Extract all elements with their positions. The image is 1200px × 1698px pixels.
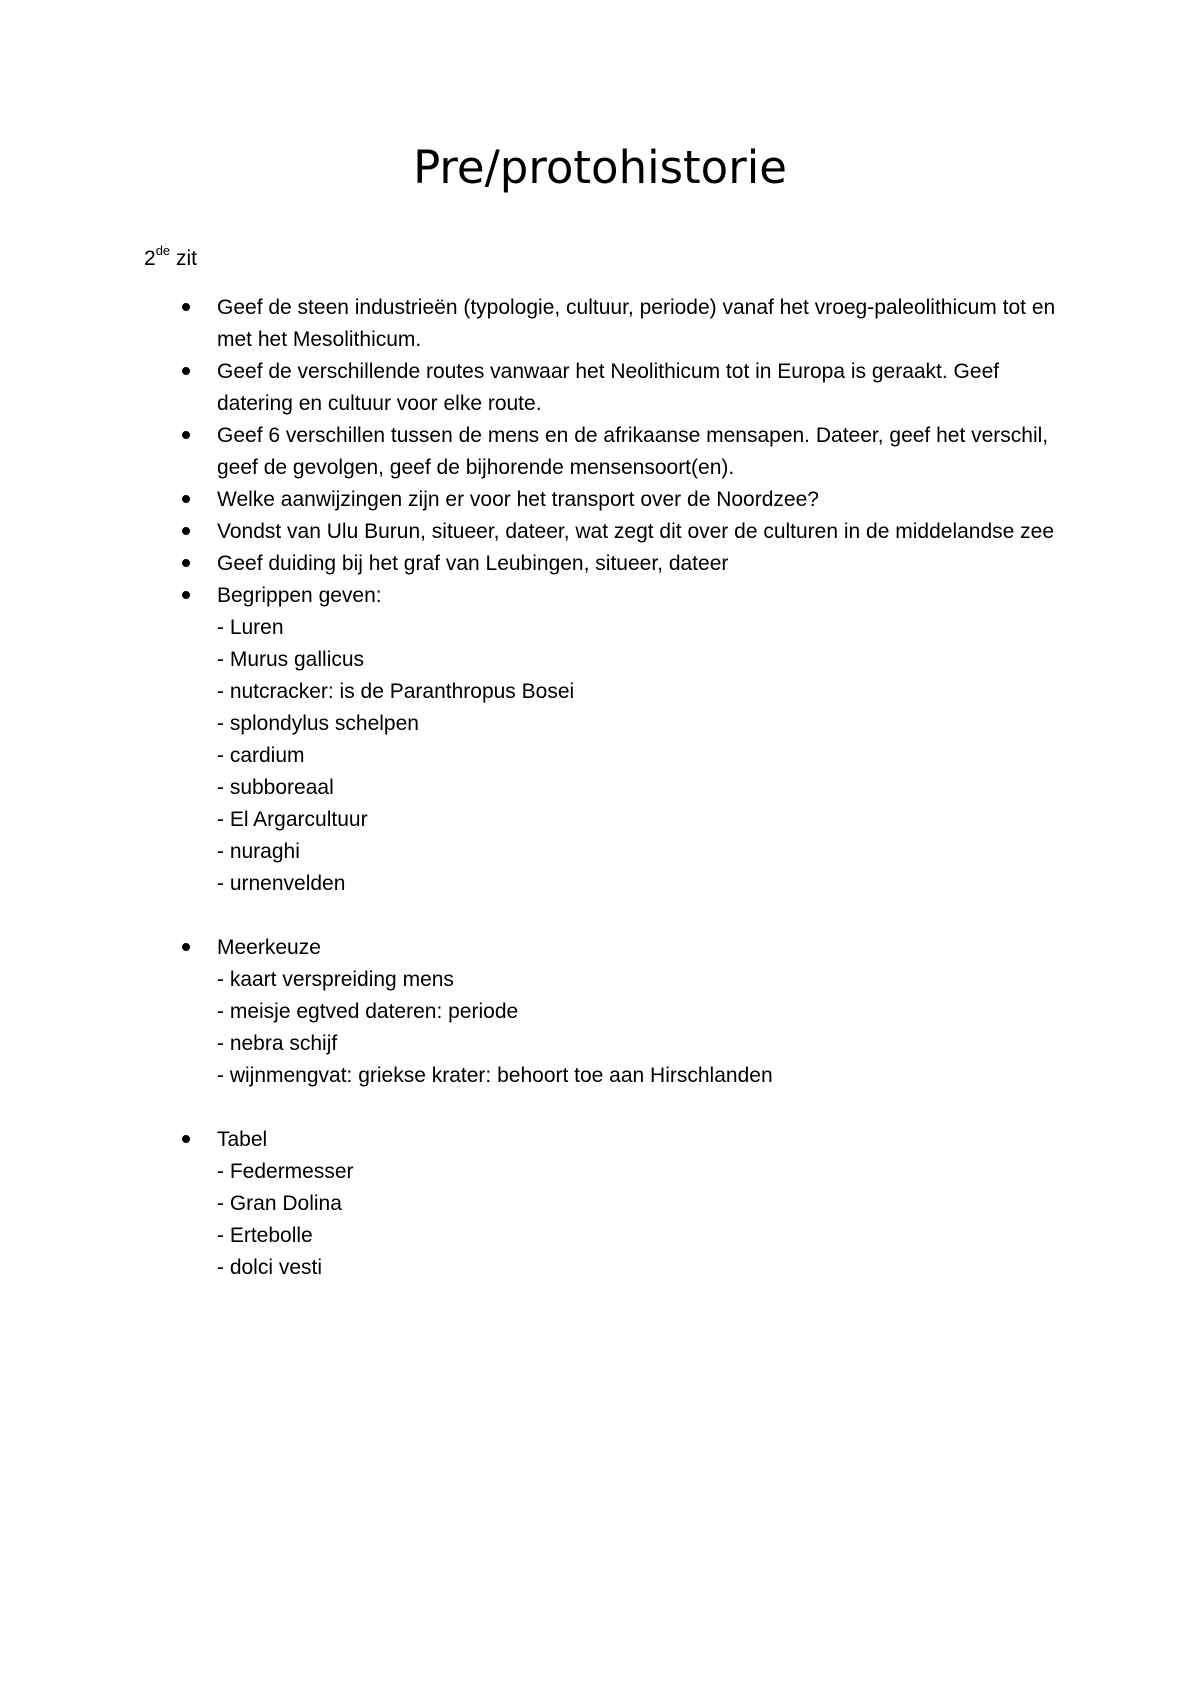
bullet-icon: [182, 303, 190, 311]
question-text: Tabel: [217, 1128, 268, 1151]
bullet-icon: [182, 591, 190, 599]
bullet-icon: [182, 367, 190, 375]
table-topic: - Gran Dolina: [217, 1192, 342, 1215]
session-superscript: de: [155, 243, 171, 258]
question-text: Begrippen geven:: [217, 584, 382, 607]
bullet-icon: [182, 495, 190, 503]
multiple-choice-topic: - kaart verspreiding mens: [217, 968, 454, 991]
question-list: [0, 292, 1200, 1284]
list-item: [0, 420, 1077, 484]
list-item: [0, 292, 1077, 356]
concept-term: - urnenvelden: [217, 872, 346, 895]
list-item-multiple-choice: [0, 932, 1077, 1092]
list-item-table: [0, 1124, 1077, 1284]
concept-term: - Murus gallicus: [217, 648, 365, 671]
concept-term: - nuraghi: [217, 840, 300, 863]
list-item-concepts: [0, 580, 1077, 900]
question-text: Geef duiding bij het graf van Leubingen, situeer, dateer: [217, 552, 729, 575]
question-text: Vondst van Ulu Burun, situeer, dateer, wat zegt dit over de culturen in de middelandse zee: [217, 520, 1055, 543]
exam-session-heading: [144, 245, 197, 273]
page-title: Pre/protohistorie: [413, 141, 787, 194]
question-text: Geef de steen industrieën (typologie, cultuur, periode) vanaf het vroeg-paleolithicum tot en met het Mesolithicum.: [217, 296, 1056, 351]
question-text: Geef 6 verschillen tussen de mens en de afrikaanse mensapen. Dateer, geef het verschil, geef de gevolgen, geef de bijhorende mensensoort(en).: [217, 424, 1049, 479]
concept-term: - subboreaal: [217, 776, 334, 799]
list-item: [0, 548, 1077, 580]
multiple-choice-topic: - meisje egtved dateren: periode: [217, 1000, 519, 1023]
blank-line: [0, 1092, 1200, 1124]
table-topic: - Federmesser: [217, 1160, 354, 1183]
concept-term: - splondylus schelpen: [217, 712, 419, 735]
session-number: 2: [144, 247, 156, 270]
question-text: Meerkeuze: [217, 936, 321, 959]
session-label: zit: [170, 247, 197, 270]
concept-term: - El Argarcultuur: [217, 808, 368, 831]
bullet-icon: [182, 431, 190, 439]
question-text: Welke aanwijzingen zijn er voor het transport over de Noordzee?: [217, 488, 819, 511]
multiple-choice-topic: - wijnmengvat: griekse krater: behoort toe aan Hirschlanden: [217, 1064, 773, 1087]
table-topic: - dolci vesti: [217, 1256, 323, 1279]
list-item: [0, 484, 1077, 516]
bullet-icon: [182, 943, 190, 951]
bullet-icon: [182, 1135, 190, 1143]
list-item: [0, 516, 1077, 548]
bullet-icon: [182, 559, 190, 567]
multiple-choice-topic: - nebra schijf: [217, 1032, 338, 1055]
bullet-icon: [182, 527, 190, 535]
table-topic: - Ertebolle: [217, 1224, 313, 1247]
blank-line: [0, 900, 1200, 932]
concept-term: - Luren: [217, 616, 284, 639]
concept-term: - cardium: [217, 744, 305, 767]
question-text: Geef de verschillende routes vanwaar het Neolithicum tot in Europa is geraakt. Geef datering en cultuur voor elke route.: [217, 360, 1000, 415]
concept-term: - nutcracker: is de Paranthropus Bosei: [217, 680, 575, 703]
list-item: [0, 356, 1077, 420]
